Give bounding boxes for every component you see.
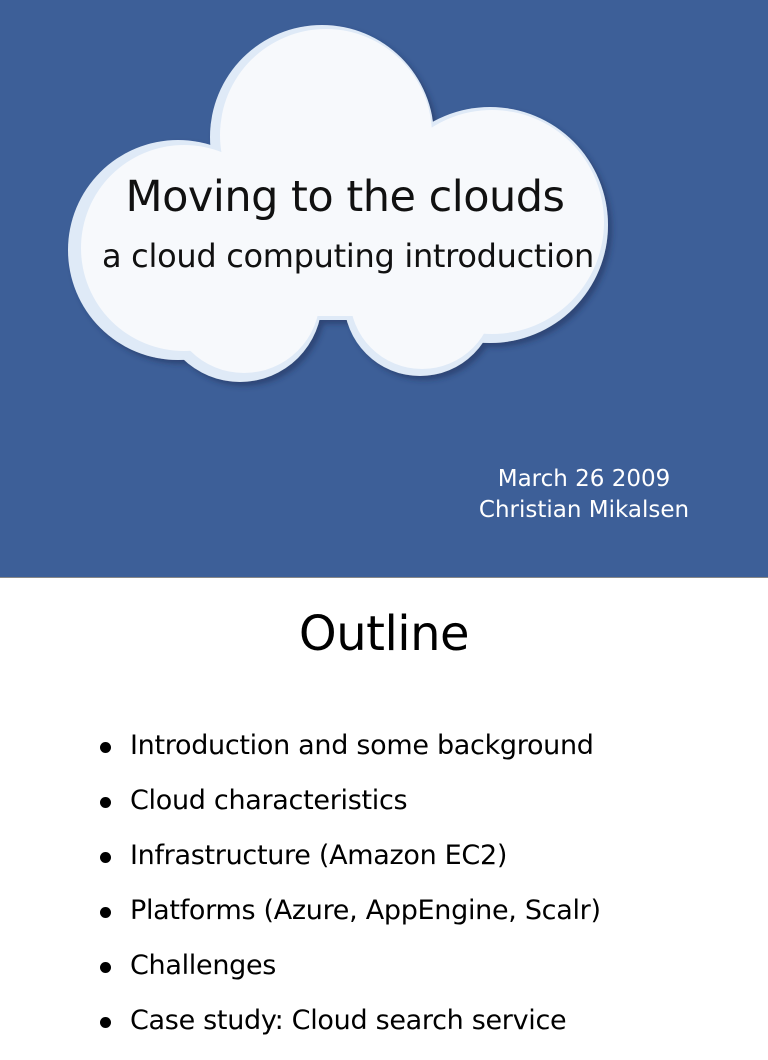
bullet-icon: [100, 907, 111, 918]
presentation-subtitle: a cloud computing introduction: [102, 237, 594, 275]
outline-item: [96, 1005, 601, 1060]
outline-item-label: Introduction and some background: [130, 730, 594, 761]
outline-item-label: Platforms (Azure, AppEngine, Scalr): [130, 895, 601, 926]
bullet-icon: [100, 1017, 111, 1028]
outline-item: [96, 730, 601, 785]
bullet-icon: [100, 852, 111, 863]
bullet-icon: [100, 742, 111, 753]
outline-item: [96, 840, 601, 895]
outline-item-label: Challenges: [130, 950, 277, 981]
outline-item: [96, 895, 601, 950]
outline-slide: [0, 577, 768, 1036]
outline-item-label: Case study: Cloud search service: [130, 1005, 567, 1036]
outline-item-label: Cloud characteristics: [130, 785, 408, 816]
bullet-icon: [100, 962, 111, 973]
presentation-date: March 26 2009: [497, 466, 671, 492]
presentation-title: Moving to the clouds: [125, 172, 565, 222]
bullet-icon: [100, 797, 111, 808]
outline-item-label: Infrastructure (Amazon EC2): [130, 840, 508, 871]
presentation-meta: [470, 464, 698, 526]
presentation-author: Christian Mikalsen: [478, 497, 690, 523]
outline-list: [96, 730, 601, 1060]
outline-heading: Outline: [298, 606, 470, 662]
outline-item: [96, 785, 601, 840]
outline-item: [96, 950, 601, 1005]
